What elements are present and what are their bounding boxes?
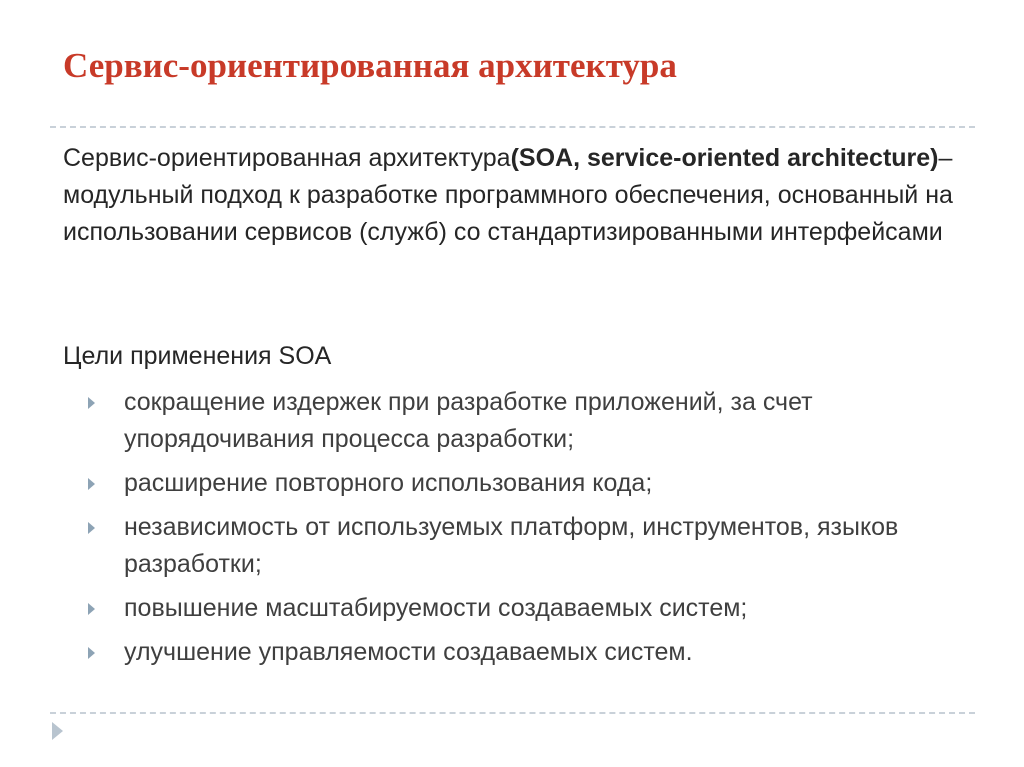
goal-text: расширение повторного использования кода; — [124, 469, 653, 497]
goal-text: независимость от используемых платформ, инструментов, языков разработки; — [124, 513, 899, 578]
goal-text: улучшение управляемости создаваемых систем. — [124, 638, 693, 666]
triangle-bullet-icon — [88, 647, 95, 659]
slide-title: Сервис-ориентированная архитектура — [63, 46, 677, 85]
triangle-bullet-icon — [88, 397, 95, 409]
goal-text: повышение масштабируемости создаваемых систем; — [124, 594, 748, 622]
goals-list — [88, 384, 968, 678]
list-item — [88, 590, 968, 627]
bottom-divider — [50, 712, 975, 714]
triangle-bullet-icon — [88, 478, 95, 490]
next-slide-arrow-icon[interactable] — [52, 722, 63, 740]
list-item — [88, 509, 968, 583]
definition-abbreviation: (SOA, service-oriented architecture) — [510, 144, 939, 172]
list-item — [88, 465, 968, 502]
triangle-bullet-icon — [88, 522, 95, 534]
definition-paragraph — [63, 140, 963, 251]
goals-heading: Цели применения SOA — [63, 342, 332, 370]
definition-term: Сервис-ориентированная архитектура — [63, 144, 511, 172]
triangle-bullet-icon — [88, 603, 95, 615]
list-item — [88, 634, 968, 671]
top-divider — [50, 126, 975, 128]
goal-text: сокращение издержек при разработке приложений, за счет упорядочивания процесса разработки; — [124, 388, 813, 453]
list-item — [88, 384, 968, 458]
definition-text: – модульный подход к разработке программного обеспечения, основанный на использовании сервисов (служб) со стандартизированными интерфейсами — [63, 144, 953, 246]
